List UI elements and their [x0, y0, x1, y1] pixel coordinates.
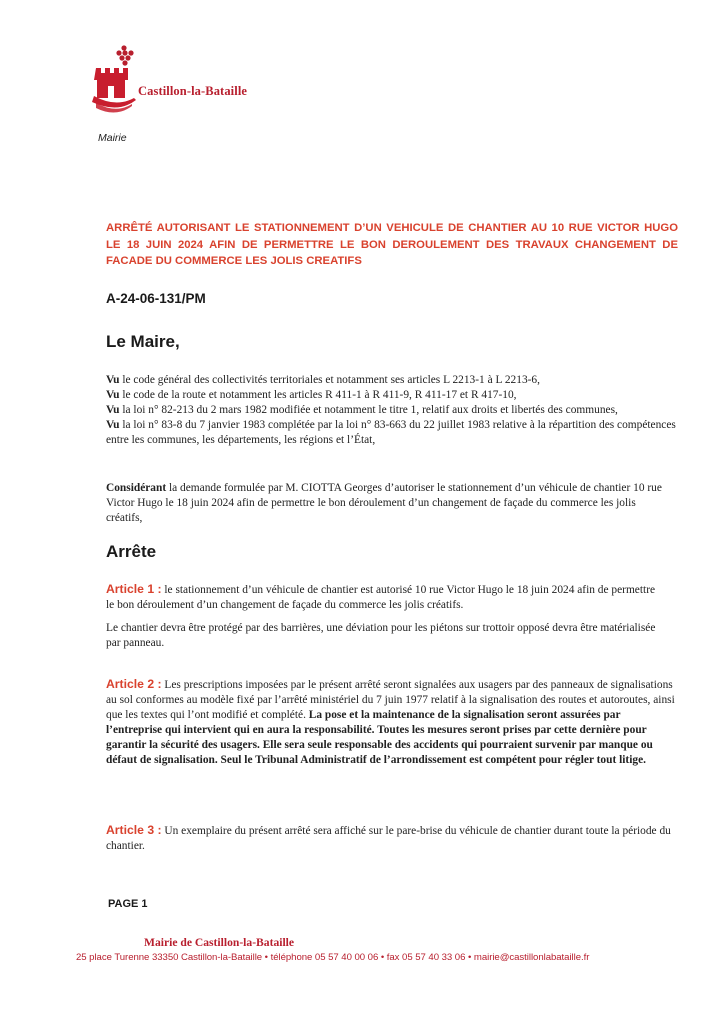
- considerant-prefix: Considérant: [106, 482, 167, 494]
- vu-text: la loi n° 83-8 du 7 janvier 1983 complétée par la loi n° 83-663 du 22 juillet 1983 relative à la répartition des compétences entre les communes, les départements, les régions et l’État,: [106, 419, 676, 446]
- article-2-text: Les prescriptions imposées par le présent arrêté seront signalées aux usagers par des panneaux de signalisations au sol conformes au modèle fixé par l’arrêté ministériel du 7 juin 1977 relatif à la signalisation des routes et autoroutes, ainsi que les textes qui l’ont modifié et complété.: [106, 679, 675, 721]
- article-1-text: le stationnement d’un véhicule de chantier est autorisé 10 rue Victor Hugo le 18 juin 2024 afin de permettre le bon déroulement d’un changement de façade du commerce les jolis créatifs.: [106, 584, 656, 611]
- footer-title: Mairie de Castillon-la-Bataille: [144, 936, 295, 949]
- vu-prefix: Vu: [106, 389, 120, 401]
- vu-text: le code général des collectivités territoriales et notamment ses articles L 2213-1 à L 2213-6,: [119, 374, 540, 386]
- article-1-extra: Le chantier devra être protégé par des barrières, une déviation pour les piétons sur trottoir opposé devra être matérialisée par panneau.: [106, 622, 656, 649]
- vu-prefix: Vu: [106, 374, 120, 386]
- article-3-text: Un exemplaire du présent arrêté sera affiché sur le pare-brise du véhicule de chantier durant toute la période du chantier.: [106, 825, 671, 852]
- article-2: [106, 677, 676, 768]
- vu-item: [106, 388, 681, 403]
- logo-town-name: Castillon-la-Bataille: [138, 84, 248, 98]
- vu-list: [106, 373, 681, 448]
- vu-text: le code de la route et notamment les articles R 411-1 à R 411-9, R 411-17 et R 417-10,: [119, 389, 517, 401]
- vu-prefix: Vu: [106, 419, 120, 431]
- article-1: [106, 582, 666, 613]
- article-1-label: Article 1 :: [106, 582, 162, 596]
- article-3-label: Article 3 :: [106, 823, 162, 837]
- considerant-paragraph: [106, 481, 671, 526]
- vu-prefix: Vu: [106, 404, 120, 416]
- page-number: PAGE 1: [108, 898, 148, 910]
- arrete-heading: Arrête: [106, 542, 157, 561]
- decree-reference: A-24-06-131/PM: [106, 291, 206, 306]
- footer-address: 25 place Turenne 33350 Castillon-la-Bataille • téléphone 05 57 40 00 06 • fax 05 57 40 33 06 • mairie@castillonlabataille.fr: [76, 952, 590, 963]
- article-3: [106, 823, 686, 854]
- decree-title: ARRÊTÉ AUTORISANT LE STATIONNEMENT D’UN VEHICULE DE CHANTIER AU 10 RUE VICTOR HUGO LE 18 JUIN 2024 AFIN DE PERMETTRE LE BON DEROULEMENT DES TRAVAUX CHANGEMENT DE FACADE DU COMMERCE LES JOLIS CREATIFS: [106, 222, 678, 267]
- vu-text: la loi n° 82-213 du 2 mars 1982 modifiée et notamment le titre 1, relatif aux droits et libertés des communes,: [119, 404, 618, 416]
- le-maire-heading: Le Maire,: [106, 332, 180, 351]
- logo-subtitle: Mairie: [98, 132, 127, 144]
- considerant-text: la demande formulée par M. CIOTTA Georges d’autoriser le stationnement d’un véhicule de chantier 10 rue Victor Hugo le 18 juin 2024 afin de permettre le bon déroulement d’un changement de façade du commerce les jolis créatifs,: [106, 482, 662, 524]
- vu-item: [106, 373, 681, 388]
- article-2-bold-text: La pose et la maintenance de la signalisation seront assurées par l’entreprise qui intervient qui en aura la responsabilité. Toutes les mesures seront prises par cette dernière pour garantir la sécurité des usagers. Elle sera seule responsable des accidents qui pourraient survenir par manque ou défaut de signalisation. Seul le Tribunal Administratif de l’arrondissement est compétent pour régler tout litige.: [106, 709, 653, 766]
- article-2-label: Article 2 :: [106, 677, 162, 691]
- vu-item: [106, 403, 681, 418]
- vu-item: [106, 418, 681, 448]
